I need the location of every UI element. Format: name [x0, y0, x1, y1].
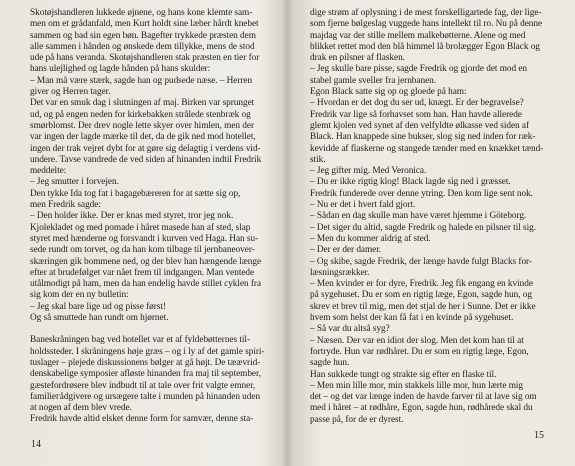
text-line: Kjolekladet og med pomade i håret masede han af sted, slap [30, 222, 251, 233]
text-line: – Jeg skal bare lige ud og pisse først! [30, 301, 166, 312]
text-line: på sygehuset. Du er som en rigtig læge, Egon, sagde hun, og [310, 290, 532, 301]
left-page [0, 0, 287, 466]
text-line: det – og det var længe inden de havde farver til at lave sig om [310, 392, 537, 403]
text-line: – Og skibe, sagde Fredrik, der længe havde fulgt Blacks for- [310, 256, 532, 267]
text-line: hans ulejlighed og lagde hånden på hans skulder: [30, 64, 211, 75]
text-line: meddelte: [30, 166, 67, 177]
right-page-text [310, 8, 550, 426]
right-page [288, 0, 575, 466]
text-line: – Der er der damer. [310, 245, 382, 256]
text-line: Fredrik funderede over denne ytring. Den kom lige sent nok. [310, 188, 533, 199]
text-line: – Næsen. Der var en idiot der slog. Men det kom han til at [310, 335, 524, 346]
text-line: stabel gamle sveller fra jernbanen. [310, 75, 437, 86]
text-line: holdssteder. I skråningens høje græs – og i ly af det gamle spiri- [30, 346, 265, 357]
text-line: blikket rettet mod den blå himmel lå brolægger Egon Black og [310, 41, 540, 52]
text-line: Fredrik var lige så forhavset som han. Han havde allerede [310, 109, 522, 120]
text-line: fortryde. Hun var rødhåret. Du er som en rigtig læge, Egon, [310, 346, 529, 357]
text-line: skrev et brev til mig, men det stjal de her i Sunne. Det er ikke [310, 301, 536, 312]
text-line: Fredrik havde altid elsket denne form for samvær, denne sta- [30, 414, 254, 425]
text-line: majdag var der stille mellem malkebøtterne. Alene og med [310, 30, 526, 41]
text-line: men om et grådanfald, men Kurt holdt sine læber hårdt knebet [30, 19, 259, 30]
left-page-text [30, 8, 270, 426]
left-page-number: 14 [31, 439, 41, 450]
text-line: – Jeg gifter mig. Med Veronica. [310, 166, 427, 177]
text-line: – Man må være stærk, sagde han og pudsede næse. – Herren [30, 75, 253, 86]
text-line: stik. [310, 154, 326, 165]
text-line: familieгådgivere og ursægere talte i munden på hinanden uden [30, 391, 261, 402]
text-line: – Men du kommer aldrig af sted. [310, 233, 431, 244]
text-line: Egon Black satte sig op og gloede på ham: [310, 87, 467, 98]
text-line: utålmodigt på ham, men da han endelig havde stillet cyklen fra [30, 279, 262, 290]
text-line: sagde hun. [310, 358, 350, 369]
text-line: – Hvordan er det dog du ser ud, knægt. Er der begravelse? [310, 98, 524, 109]
text-line: – Det siger du altid, sagde Fredrik og halede en pilsner til sig. [310, 222, 537, 233]
text-line: – Men kvinder er for dyre, Fredrik. Jeg fik engang en kvinde [310, 279, 533, 290]
text-line: men Fredrik sagde: [30, 200, 101, 211]
text-line: – Jeg skulle bare pisse, sagde Fredrik og gjorde det mod en [310, 64, 528, 75]
text-line: styret med hænderne og forsvandt i kurven ved Haga. Han su- [30, 233, 259, 244]
text-line: kevidde af flaskerne og stangede tænder med en knækket tænd- [310, 143, 544, 154]
text-line: smørblomst. Der drev nogle lette skyer over himlen, men der [30, 120, 254, 131]
text-line: efter at brudefølget var nået frem til indgangen. Man ventede [30, 267, 255, 278]
text-line: alle sammen i hånden og ønskede dem tillykke, mens de stod [30, 41, 255, 52]
text-line: sig kom der en ny bulletin: [30, 290, 129, 301]
right-page-number: 15 [534, 430, 544, 441]
text-line: denskabelige symposier afløste hinanden fra maj til september, [30, 369, 261, 380]
text-line: Og så smuttede han rundt om hjørnet. [30, 313, 169, 324]
text-line: – Men min lille mor, min stakkels lille mor, hun lærte mig [310, 380, 524, 391]
text-line: ude på hans veranda. Skotøjshandleren stak præsten en tier for [30, 53, 260, 64]
text-line: at nogen af dem blev vrede. [30, 403, 132, 414]
text-line: passe på, for de er dyrest. [310, 414, 404, 425]
text-line: hvem som helst der kan få fat i en kvinde på sygehuset. [310, 313, 514, 324]
text-line: Baneskråningen bag ved hotellet var et af fyldebøtternes til- [30, 335, 250, 346]
text-line: med i håret – at rødhåre, Egon, sagde hun, rødhårede skal du [310, 403, 533, 414]
text-line: – Du er ikke rigtig klog! Black lagde sig ned i græsset. [310, 177, 511, 188]
text-line: skæringen gik bommene ned, og der blev han hængende længe [30, 256, 262, 267]
text-line: ingen der trak vejret dybt for at gøre sig delagtig i verdens vid- [30, 143, 261, 154]
text-line: – Den holder ikke. Der er knas med styret, tror jeg nok. [30, 211, 234, 222]
text-line: drak en pilsner af flasken. [310, 53, 405, 64]
text-line: – Jeg smutter i forvejen. [30, 177, 119, 188]
text-line: giver og Herren tager. [30, 87, 111, 98]
text-line: underе. Tavse vandrede de ved siden af hinanden indtil Fredrik [30, 154, 262, 165]
text-line: glemt kjolen ved synet af den velfyldte ølkasse ved siden af [310, 120, 530, 131]
text-line: tuslager – plejede diskussionens bølger at gå højt. De tæævrid- [30, 357, 261, 368]
text-line: sede rundt om torvet, og da han kom tilbage til jernbaneover- [30, 245, 255, 256]
text-line: læsningsrækker. [310, 267, 370, 278]
text-line: var ingen der lagde mærke til det, da de gik ned mod hotellet, [30, 132, 256, 143]
text-line: – Så var du altså syg? [310, 324, 390, 335]
paragraph-gap [30, 324, 270, 335]
text-line: som fjerne bølgeslag vuggede hans intellekt til ro. Nu på denne [310, 19, 543, 30]
text-line: gæstefordrøsere blev indbudt til at tale over frit valgte emner, [30, 380, 256, 391]
text-line: Han sukkede tungt og strakte sig efter en flaske til. [310, 369, 497, 380]
text-line: dige strøm af oplysning i de mest forskelligartede fag, der lige- [310, 8, 542, 18]
text-line: Skotøjshandleren lukkede øjnene, og hans kone klemte sam- [30, 8, 253, 18]
text-line: Black. Han knappede sine bukser, slog sig ned inden for ræk- [310, 132, 536, 143]
text-line: ud, og på engen neden for kirkebakken strålede stenbræk og [30, 109, 251, 120]
text-line: Den tykke Ida tog fat i bagagebæreren for at sætte sig op, [30, 188, 241, 199]
text-line: sammen og bad sin egen bøn. Bagefter trykkede præsten dem [30, 30, 256, 41]
text-line: – Sådan en dag skulle man have været hjemme i Göteborg. [310, 211, 527, 222]
text-line: – Nu er det i hvert fald gjort. [310, 200, 416, 211]
text-line: Det var en smuk dag i slutningen af maj. Birken var sprunget [30, 98, 255, 109]
